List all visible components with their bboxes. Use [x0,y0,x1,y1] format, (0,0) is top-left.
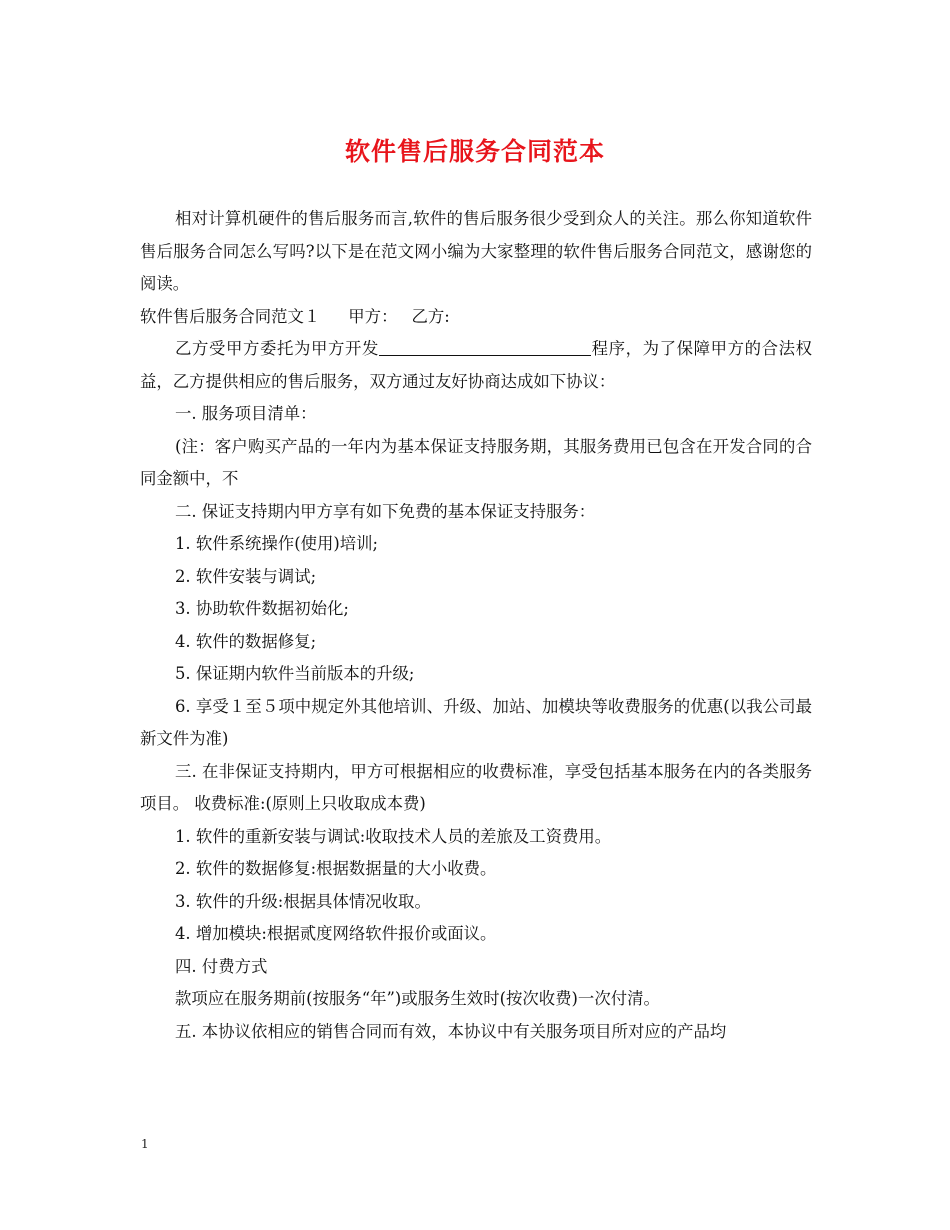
sample-heading: 软件售后服务合同范文１ [140,306,321,326]
entrust-paragraph [140,333,812,398]
section2-item: 4. 软件的数据修复; [175,631,317,651]
sample-heading-line [140,301,812,334]
section3-item: 4. 增加模块:根据贰度网络软件报价或面议。 [175,924,497,943]
section1-note: (注：客户购买产品的一年内为基本保证支持服务期，其服务费用已包含在开发合同的合同金额中，不 [140,436,812,488]
document-title: 软件售后服务合同范本 [344,137,605,166]
entrust-after-blank: 程序，为了保障甲方的合法权益，乙方提供相应的售后服务，双方通过友好协商达成如下协议： [140,339,812,391]
party-b-label: 乙方: [411,306,450,326]
section2-heading: 二. 保证支持期内甲方享有如下免费的基本保证支持服务： [175,501,596,521]
section3-item: 1. 软件的重新安装与调试:收取技术人员的差旅及工资费用。 [175,826,612,846]
section3-heading: 三. 在非保证支持期内，甲方可根据相应的收费标准，享受包括基本服务在内的各类服务项目。 收费标准:(原则上只收取成本费) [140,761,812,813]
section1-heading: 一. 服务项目清单： [175,404,317,423]
program-name-blank [379,339,591,356]
party-a-label: 甲方： [348,306,398,326]
page-number: 1 [141,1137,149,1151]
section2-item: 2. 软件安装与调试; [175,566,317,586]
section3-item: 2. 软件的数据修复:根据数据量的大小收费。 [175,859,497,878]
section3-item: 3. 软件的升级:根据具体情况收取。 [175,891,431,911]
section5-text: 五. 本协议依相应的销售合同而有效，本协议中有关服务项目所对应的产品均 [175,1021,727,1041]
section2-item: 3. 协助软件数据初始化; [175,599,349,618]
section2-item: 1. 软件系统操作(使用)培训; [175,534,379,553]
section4-heading: 四. 付费方式 [175,956,268,976]
section2-item: 5. 保证期内软件当前版本的升级; [175,664,415,683]
document-body [140,203,812,1048]
section2-item: 6. 享受１至５项中规定外其他培训、升级、加站、加模块等收费服务的优惠(以我公司最新文件为准) [140,696,812,748]
intro-paragraph: 相对计算机硬件的售后服务而言,软件的售后服务很少受到众人的关注。那么你知道软件售后服务合同怎么写吗?以下是在范文网小编为大家整理的软件售后服务合同范文，感谢您的阅读。 [140,209,812,293]
section4-text: 款项应在服务期前(按服务“年”)或服务生效时(按次收费)一次付清。 [175,989,660,1008]
entrust-before-blank: 乙方受甲方委托为甲方开发 [175,339,379,358]
